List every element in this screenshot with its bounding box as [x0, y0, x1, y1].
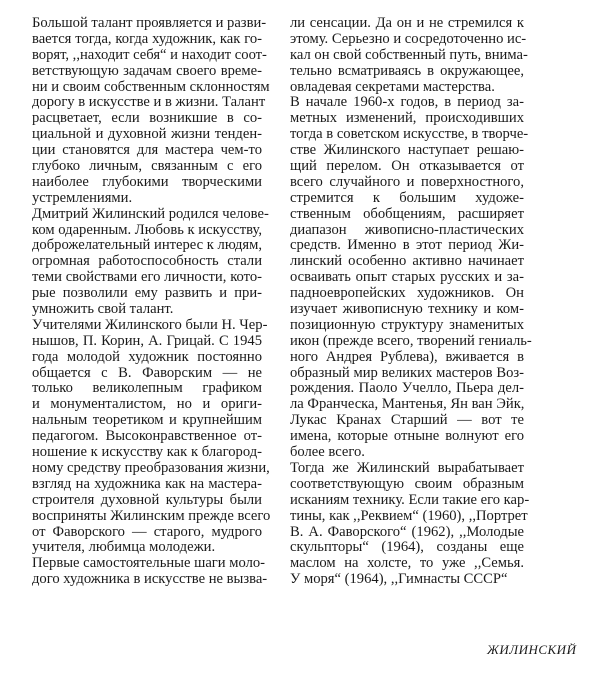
text-line: ному средству преобразования жизни,	[32, 459, 270, 476]
text-line: более всего.	[290, 444, 365, 461]
text-line: доброжелательный интерес к людям,	[32, 237, 262, 254]
text-line: всего случайного и поверхностного,	[290, 173, 524, 190]
text-line: В начале 1960-х годов, в период за-	[290, 94, 524, 111]
text-line: нышов, П. Корин, А. Грицай. С 1945	[32, 332, 262, 349]
text-line: восприняты Жилинским прежде всего	[32, 507, 271, 524]
paragraph	[32, 316, 271, 556]
text-line: года молодой художник постоянно	[32, 348, 262, 365]
text-line: ношение к искусству как к благород-	[32, 444, 262, 461]
text-line: дого художника в искусстве не вызва-	[32, 571, 268, 588]
text-line: ни и своим собственным склонностям	[32, 78, 270, 95]
text-line: расцветает, если возникшие в со-	[32, 110, 262, 127]
text-line: рождения. Паоло Учелло, Пьера дел-	[290, 380, 524, 397]
text-line: циальной и духовной жизни тенден-	[32, 126, 262, 143]
text-line: Большой талант проявляется и разви-	[32, 15, 267, 31]
text-line: Лукас Кранах Старший — вот те	[290, 412, 524, 429]
text-line: ла Франческа, Мантенья, Ян ван Эйк,	[290, 396, 525, 413]
text-line: и монументалистом, но и ориги-	[32, 396, 262, 413]
text-line: Первые самостоятельные шаги моло-	[32, 555, 266, 572]
text-line: метных изменений, происходивших	[290, 110, 524, 127]
text-line: учителя, любимца молодежи.	[32, 539, 216, 556]
text-line: вается тогда, когда художник, как го-	[32, 30, 262, 47]
text-line: теми свойствами его личности, кото-	[32, 269, 262, 286]
text-line: У моря“ (1964), ,,Гимнасты СССР“	[290, 571, 508, 588]
text-line: ворят, ,,находит себя“ и находит соот-	[32, 46, 267, 63]
text-line: осваивать опыт старых русских и за-	[290, 269, 524, 286]
text-line: икон (прежде всего, творений гениаль-	[290, 332, 532, 349]
text-line: умножить свой талант.	[32, 301, 174, 318]
text-line: огромная работоспособность стали	[32, 253, 262, 270]
text-line: диапазон живописно-пластических	[290, 221, 524, 238]
running-footer-title: ЖИЛИНСКИЙ	[487, 642, 577, 657]
text-column-left	[32, 15, 271, 588]
text-line: Тогда же Жилинский вырабатывает	[290, 459, 524, 476]
text-line: тогда в советском искусстве, в творче-	[290, 126, 529, 143]
text-line: ли сенсации. Да он и не стремился к	[290, 15, 524, 31]
text-line: скульпторы“ (1964), созданы еще	[290, 539, 524, 556]
text-line: глубоко личным, связанным с его	[32, 158, 262, 175]
text-line: дорогу в искусстве и в жизни. Талант	[32, 94, 266, 111]
paragraph	[32, 15, 270, 207]
text-line: взгляд на художника как на мастера-	[32, 475, 262, 492]
text-line: исканиям технику. Если такие его кар-	[290, 491, 530, 508]
paragraph	[32, 555, 268, 588]
text-line: ного Андрея Рублева), вживается в	[290, 348, 524, 365]
text-line: ции становятся для мастера чем-то	[32, 142, 262, 159]
text-line: стве Жилинского наступает решаю-	[290, 142, 524, 159]
text-line: тельно всматриваясь в окружающее,	[290, 62, 524, 79]
text-line: Дмитрий Жилинский родился челове-	[32, 205, 269, 222]
text-line: маслом на холсте, то уже ,,Семья.	[290, 555, 524, 572]
text-column-right	[290, 15, 532, 588]
text-line: тины, как ,,Реквием“ (1960), ,,Портрет	[290, 507, 528, 524]
text-line: этому. Серьезно и сосредоточенно ис-	[290, 30, 527, 47]
text-line: щий перелом. Он отказывается от	[290, 158, 524, 175]
text-line: только великолепным графиком	[32, 380, 262, 397]
text-line: овладевая секретами мастерства.	[290, 78, 495, 95]
text-line: В. А. Фаворского“ (1962), ,,Молодые	[290, 523, 524, 540]
paragraph	[290, 459, 530, 588]
text-line: кал он свой собственный путь, внима-	[290, 46, 528, 63]
text-line: изучает живописную технику и ком-	[290, 301, 524, 318]
text-line: общается с В. Фаворским — не	[32, 364, 262, 381]
text-line: наиболее глубокими творческими	[32, 173, 262, 190]
text-line: имена, которые отныне волнуют его	[290, 428, 524, 445]
text-line: позиционную структуру знаменитых	[290, 316, 524, 333]
paragraph	[32, 205, 269, 318]
text-line: стремится к большим художе-	[290, 189, 524, 206]
text-line: соответствующую своим образным	[290, 475, 524, 492]
text-line: педагогом. Высоконравственное от-	[32, 428, 262, 445]
text-line: ком одаренным. Любовь к искусству,	[32, 221, 262, 238]
text-line: рые позволили ему развить и при-	[32, 285, 262, 302]
text-line: от Фаворского — старого, мудрого	[32, 523, 262, 540]
text-line: ветствующую задачам своего време-	[32, 62, 262, 79]
text-line: ственным обобщениям, расширяет	[290, 205, 524, 222]
text-line: линский особенно активно начинает	[290, 253, 524, 270]
text-line: образный мир великих мастеров Воз-	[290, 364, 524, 381]
text-line: устремлениями.	[32, 189, 133, 206]
text-line: средств. Именно в этот период Жи-	[290, 237, 524, 254]
text-line: нальным теоретиком и крупнейшим	[32, 412, 262, 429]
text-line: строителя духовной культуры были	[32, 491, 262, 508]
text-line: Учителями Жилинского были Н. Чер-	[32, 316, 268, 333]
text-line: падноевропейских художников. Он	[290, 285, 524, 302]
paragraph	[290, 94, 532, 461]
paragraph	[290, 15, 528, 95]
